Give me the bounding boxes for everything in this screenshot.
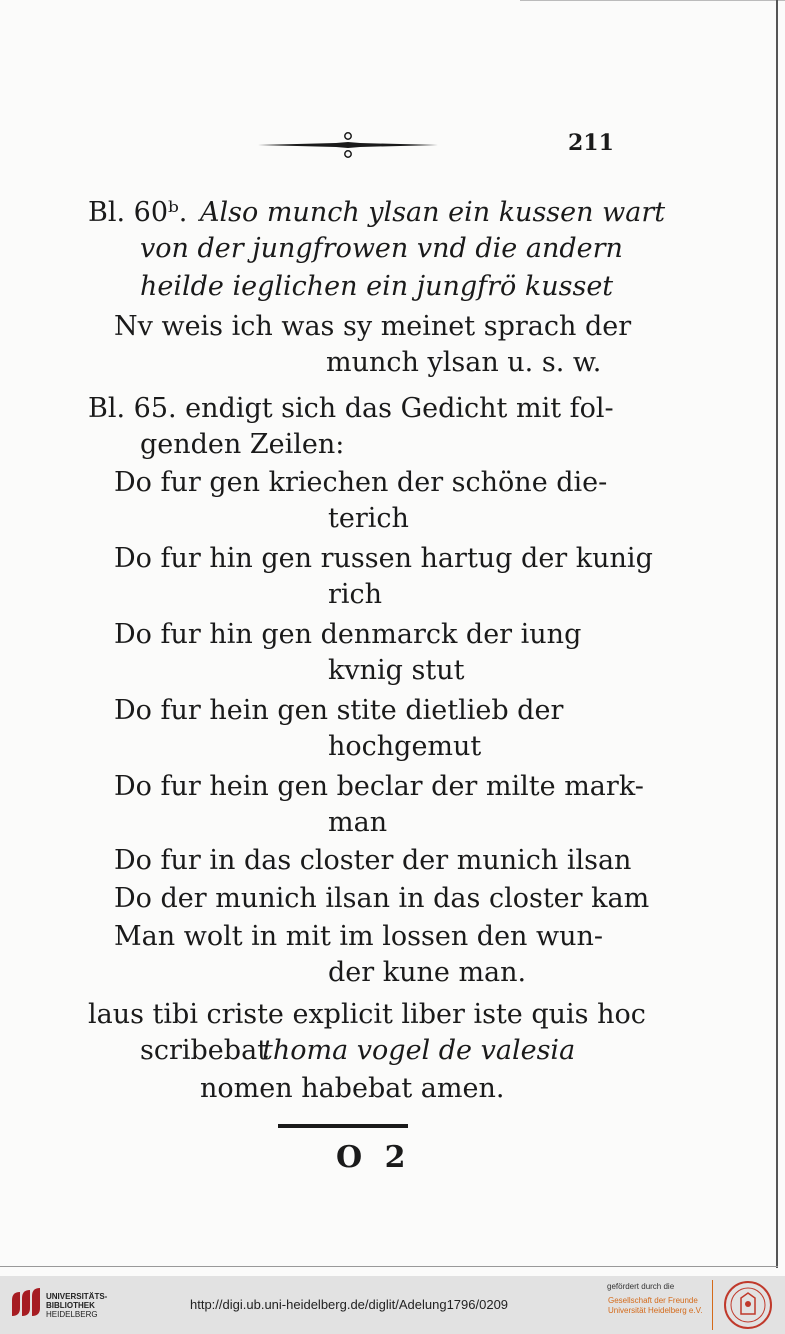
library-name-line3: HEIDELBERG — [46, 1310, 98, 1319]
text-line: Do fur gen kriechen der schöne die- — [114, 467, 608, 498]
text-line: laus tibi criste explicit liber iste quis hoc — [88, 999, 646, 1030]
page-edge-right — [776, 0, 778, 1268]
footer-divider — [712, 1280, 713, 1330]
text-line: der kune man. — [328, 957, 527, 988]
funder-name-line2: Universität Heidelberg e.V. — [608, 1306, 703, 1315]
text-line: rich — [328, 579, 383, 610]
signature-mark: O 2 — [336, 1140, 412, 1175]
footer-rule — [278, 1122, 418, 1130]
permalink-url[interactable]: http://digi.ub.uni-heidelberg.de/diglit/Adelung1796/0209 — [190, 1297, 509, 1312]
page-edge-top — [520, 0, 785, 1]
library-name — [46, 1292, 107, 1319]
text-line: genden Zeilen: — [140, 429, 345, 460]
text-line: heilde ieglichen ein jungfrö kusset — [140, 271, 614, 302]
header-ornament — [256, 130, 440, 160]
funder-name-line1: Gesellschaft der Freunde — [608, 1296, 698, 1305]
text-line: kvnig stut — [328, 655, 465, 686]
page-number: 211 — [568, 130, 614, 156]
library-logo-icon[interactable] — [8, 1286, 42, 1320]
text-line: Do fur hin gen denmarck der iung — [114, 619, 582, 650]
page-edge-bottom — [0, 1266, 778, 1267]
text-line: Do fur hin gen russen hartug der kunig — [114, 543, 653, 574]
text-line: munch ylsan u. s. w. — [326, 347, 602, 378]
text-line: Do fur hein gen beclar der milte mark- — [114, 771, 644, 802]
text-line: Do fur hein gen stite dietlieb der — [114, 695, 564, 726]
text-line: nomen habebat amen. — [200, 1073, 505, 1104]
text-line: Do fur in das closter der munich ilsan — [114, 845, 632, 876]
library-name-line1: UNIVERSITÄTS- — [46, 1292, 108, 1301]
text-line: Nv weis ich was sy meinet sprach der — [114, 311, 632, 342]
text-line: terich — [328, 503, 409, 534]
funded-by-label: gefördert durch die — [607, 1282, 675, 1291]
footer-bar — [0, 1276, 785, 1334]
text-line: Man wolt in mit im lossen den wun- — [114, 921, 604, 952]
text-line: man — [328, 807, 388, 838]
text-line: Bl. 65. endigt sich das Gedicht mit fol- — [88, 393, 614, 424]
text-line: scribebat — [140, 1035, 269, 1066]
text-line: von der jungfrowen vnd die andern — [140, 233, 623, 264]
text-line: hochgemut — [328, 731, 482, 762]
library-name-line2: BIBLIOTHEK — [46, 1301, 95, 1310]
text-line: Do der munich ilsan in das closter kam — [114, 883, 650, 914]
text-line: Also munch ylsan ein kussen wart — [200, 197, 666, 228]
text-line: thoma vogel de valesia — [262, 1035, 576, 1066]
university-seal-icon — [723, 1280, 773, 1330]
text-line: Bl. 60ᵇ. — [88, 197, 188, 228]
funder-name[interactable] — [608, 1296, 702, 1316]
